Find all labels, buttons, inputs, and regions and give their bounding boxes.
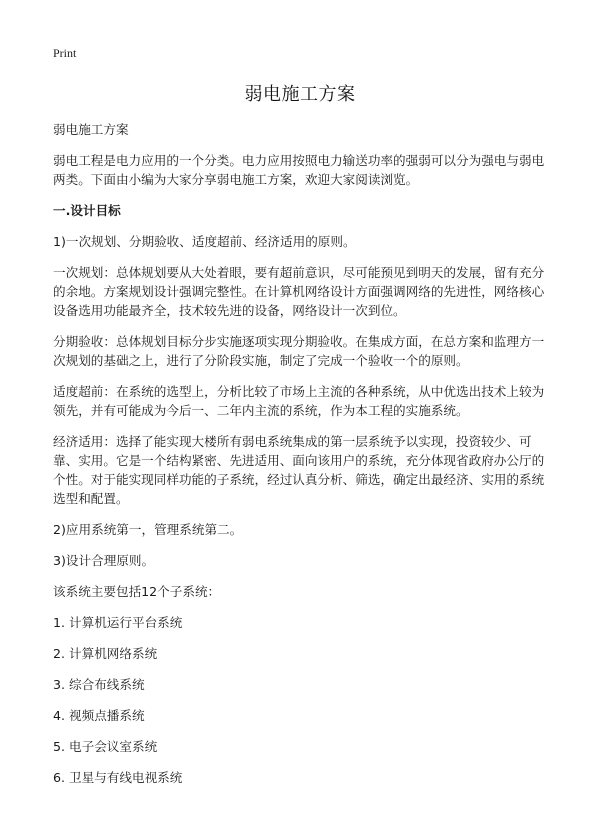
list-item: 6. 卫星与有线电视系统 — [53, 770, 183, 785]
principle-3: 3)设计合理原则。 — [53, 553, 155, 568]
list-item: 3. 综合布线系统 — [53, 677, 145, 692]
principle-2: 2)应用系统第一，管理系统第二。 — [53, 522, 243, 537]
planning-paragraph: 一次规划：总体规划要从大处着眼，要有超前意识，尽可能预见到明天的发展，留有充分的余地。方案规划设计强调完整性。在计算机网络设计方面强调网络的先进性，网络核心设备选用功能最齐全，技术较先进的设备，网络设计一次到位。 — [53, 265, 545, 318]
advance-paragraph: 适度超前：在系统的选型上，分析比较了市场上主流的各种系统，从中优选出技术上较为领先，并有可能成为今后一、二年内主流的系统，作为本工程的实施系统。 — [53, 384, 545, 418]
list-item: 4. 视频点播系统 — [53, 708, 145, 723]
section-heading: 一.设计目标 — [53, 203, 121, 218]
economy-paragraph: 经济适用：选择了能实现大楼所有弱电系统集成的第一层系统予以实现，投资较少、可靠、实用。它是一个结构紧密、先进适用、面向该用户的系统，充分体现省政府办公厅的个性。对于能实现同样功能的子系统，经过认真分析、筛选，确定出最经济、实用的系统选型和配置。 — [53, 434, 545, 506]
systems-intro: 该系统主要包括12个子系统： — [53, 584, 221, 599]
list-item: 1. 计算机运行平台系统 — [53, 615, 183, 630]
intro-paragraph: 弱电工程是电力应用的一个分类。电力应用按照电力输送功率的强弱可以分为强电与弱电两类。下面由小编为大家分享弱电施工方案，欢迎大家阅读浏览。 — [53, 153, 545, 187]
list-item: 2. 计算机网络系统 — [53, 646, 158, 661]
document-subtitle: 弱电施工方案 — [53, 122, 129, 137]
principle-1: 1)一次规划、分期验收、适度超前、经济适用的原则。 — [53, 234, 356, 249]
document-body — [53, 120, 548, 799]
print-link[interactable]: Print — [53, 46, 77, 60]
page-title: 弱电施工方案 — [244, 84, 356, 105]
list-item: 5. 电子会议室系统 — [53, 739, 158, 754]
acceptance-paragraph: 分期验收：总体规划目标分步实施逐项实现分期验收。在集成方面，在总方案和监理方一次规划的基础之上，进行了分阶段实施，制定了完成一个验收一个的原则。 — [53, 334, 545, 368]
systems-list — [53, 613, 548, 787]
